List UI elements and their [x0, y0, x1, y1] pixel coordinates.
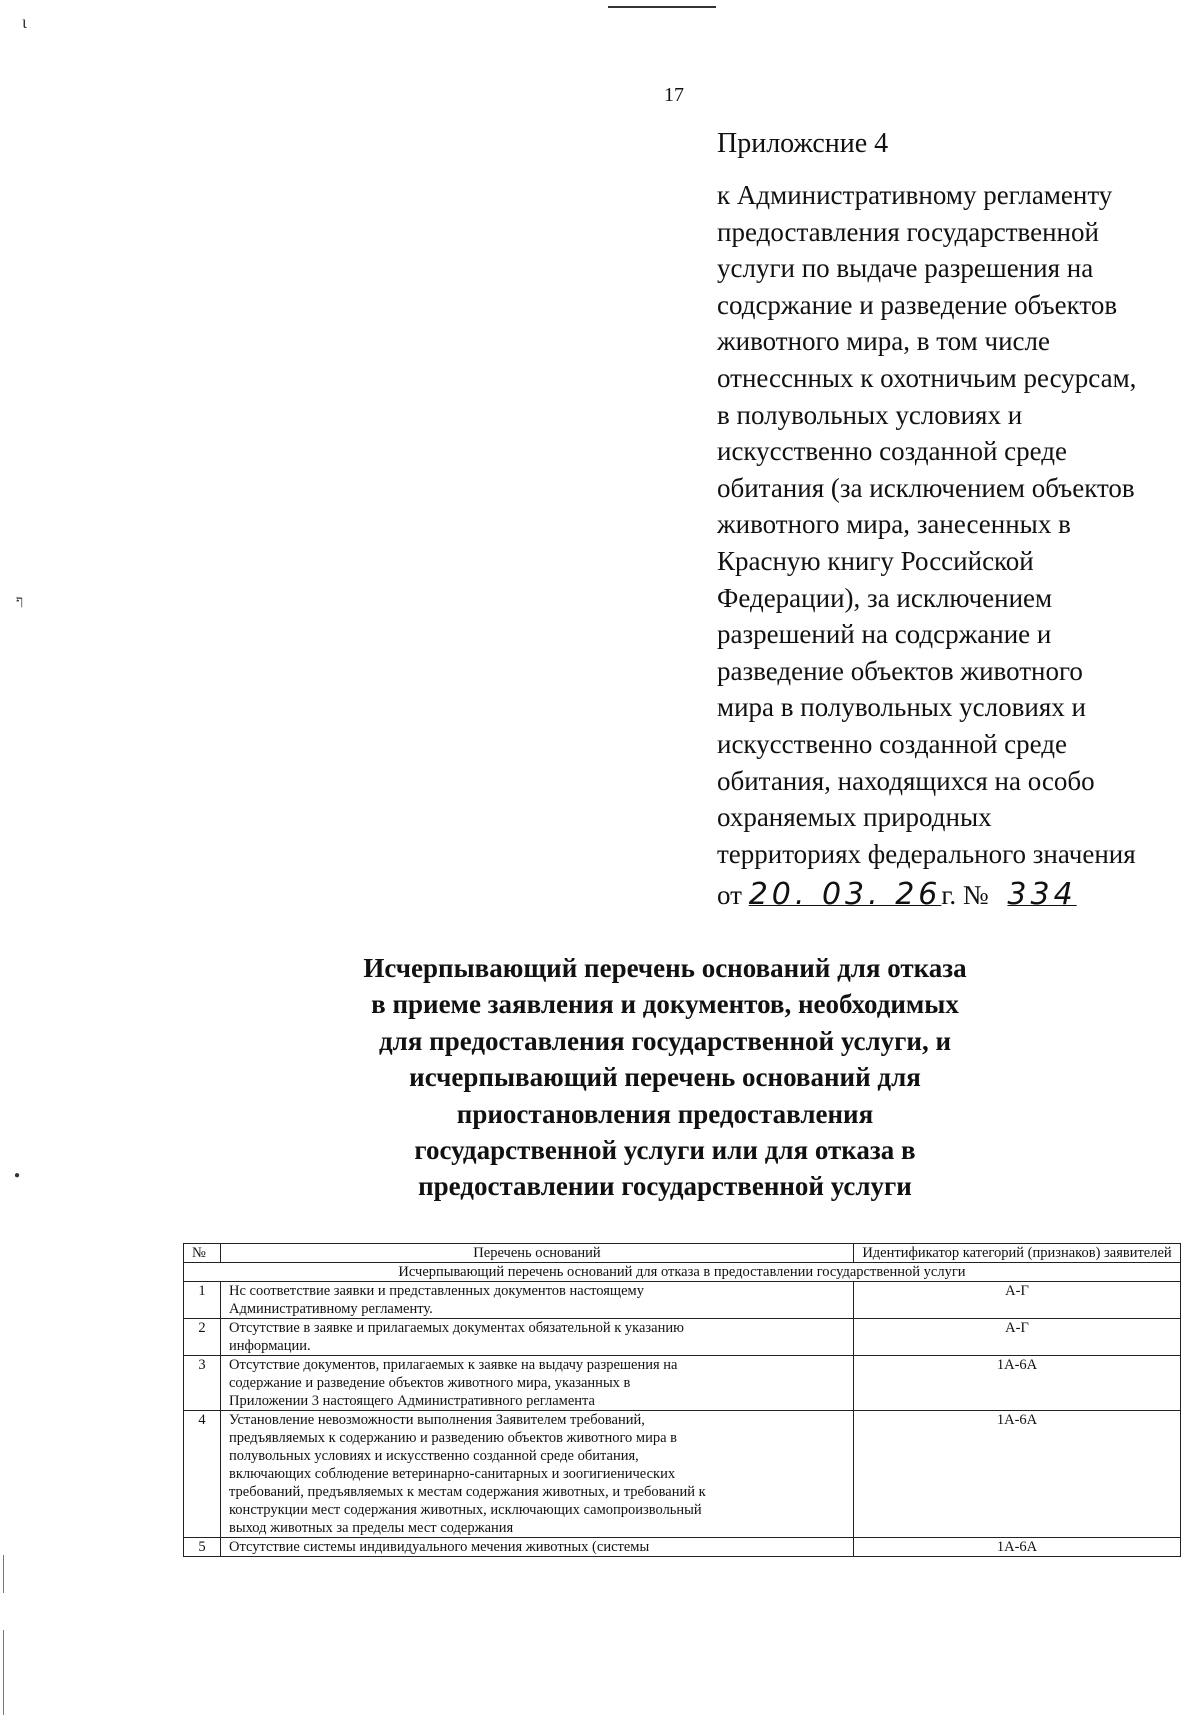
appendix-line: услуги по выдаче разрешения на — [717, 253, 1094, 284]
heading-line: Исчерпывающий перечень оснований для отказа — [363, 953, 967, 983]
row-line: полувольных условиях и искусственно созданной среде обитания, — [229, 1448, 639, 1464]
appendix-caption — [717, 177, 1177, 872]
appendix-line: разрешений на содсржание и — [717, 619, 1052, 650]
appendix-line: в полувольных условиях и — [717, 399, 1023, 430]
table-row — [184, 1411, 1181, 1538]
row-line: требований, предъявляемых к местам содержания животных, и требований к — [229, 1484, 706, 1500]
appendix-line: разведение объектов животного — [717, 655, 1083, 686]
appendix-line: животного мира, занесенных в — [717, 509, 1071, 540]
row-line: Приложении 3 настоящего Административного регламента — [229, 1393, 595, 1409]
row-line: конструкции мест содержания животных, исключающих самопроизвольный — [229, 1502, 702, 1518]
heading-line: исчерпывающий перечень оснований для — [409, 1062, 921, 1093]
table-header-row — [184, 1244, 1181, 1263]
header-grounds: Перечень оснований — [221, 1244, 854, 1263]
appendix-line: Красную книгу Российской — [717, 545, 1034, 576]
date-prefix: от — [717, 880, 742, 910]
grounds-table — [183, 1243, 1181, 1557]
section-title: Исчерпывающий перечень оснований для отказа в предоставлении государственной услуги — [184, 1263, 1181, 1282]
handwritten-number: 334 — [1007, 877, 1077, 912]
row-identifier: А-Г — [854, 1282, 1181, 1319]
handwritten-date: 20. 03. 26 — [748, 877, 942, 912]
row-line: информации. — [229, 1338, 311, 1354]
row-line: Отсутствие системы индивидуального мечения животных (системы — [229, 1539, 650, 1555]
row-text — [221, 1411, 854, 1538]
row-identifier: А-Г — [854, 1319, 1181, 1356]
appendix-line: к Административному регламенту — [717, 180, 1113, 210]
row-line: включающих соблюдение ветеринарно-санитарных и зоогигиенических — [229, 1466, 676, 1482]
row-num: 5 — [184, 1538, 221, 1557]
row-line: Административному регламенту. — [229, 1301, 433, 1317]
appendix-title: Приложсние 4 — [717, 128, 889, 159]
appendix-date-line — [717, 877, 1113, 912]
row-num: 2 — [184, 1319, 221, 1356]
heading-line: для предоставления государственной услуги, и — [378, 1025, 952, 1056]
row-line: Отсутствие документов, прилагаемых к заявке на выдачу разрешения на — [229, 1357, 678, 1373]
appendix-line: животного мира, в том числе — [717, 326, 1050, 357]
table-row — [184, 1538, 1181, 1557]
document-heading — [250, 950, 1080, 1205]
appendix-line: искусственно созданной среде — [717, 728, 1067, 759]
appendix-line: обитания (за исключением объектов — [717, 472, 1135, 503]
row-identifier: 1А-6А — [854, 1538, 1181, 1557]
appendix-line: территориях федерального значения — [717, 838, 1136, 869]
row-text — [221, 1538, 854, 1557]
row-line: Отсутствие в заявке и прилагаемых документах обязательной к указанию — [229, 1320, 684, 1336]
page-number: 17 — [664, 84, 684, 106]
row-text — [221, 1282, 854, 1319]
top-rule — [608, 6, 716, 8]
row-num: 4 — [184, 1411, 221, 1538]
scan-edge-line — [3, 1555, 4, 1593]
date-suffix: г. № — [941, 880, 989, 910]
row-line: Установление невозможности выполнения Заявителем требований, — [229, 1412, 645, 1428]
row-line: предъявляемых к содержанию и разведению объектов животного мира в — [229, 1430, 678, 1446]
appendix-line: искусственно созданной среде — [717, 436, 1067, 467]
row-num: 1 — [184, 1282, 221, 1319]
appendix-line: содсржание и разведение объектов — [717, 289, 1118, 320]
row-identifier: 1А-6А — [854, 1356, 1181, 1411]
scan-speck: ι — [22, 12, 27, 32]
row-identifier: 1А-6А — [854, 1411, 1181, 1538]
appendix-line: отнесснных к охотничьим ресурсам, — [717, 362, 1137, 393]
table-row — [184, 1356, 1181, 1411]
scan-speck: ● — [14, 1170, 21, 1181]
row-line: выход животных за пределы мест содержания — [229, 1520, 514, 1536]
heading-line: в приеме заявления и документов, необходимых — [371, 989, 959, 1020]
row-line: содержание и разведение объектов животного мира, указанных в — [229, 1375, 631, 1391]
row-text — [221, 1319, 854, 1356]
appendix-line: мира в полувольных условиях и — [717, 692, 1086, 723]
appendix-line: обитания, находящихся на особо — [717, 765, 1095, 796]
table-section-row — [184, 1263, 1181, 1282]
row-num: 3 — [184, 1356, 221, 1411]
heading-line: государственной услуги или для отказа в — [414, 1135, 916, 1166]
header-num: № — [184, 1244, 221, 1263]
table-row — [184, 1282, 1181, 1319]
appendix-line: Федерации), за исключением — [717, 582, 1053, 613]
heading-line: предоставлении государственной услуги — [418, 1171, 912, 1202]
table-row — [184, 1319, 1181, 1356]
header-identifier: Идентификатор категорий (признаков) заявителей — [854, 1244, 1181, 1263]
row-text — [221, 1356, 854, 1411]
scan-speck: ף — [16, 594, 24, 609]
scan-edge-line — [3, 1630, 4, 1715]
appendix-line: охраняемых природных — [717, 802, 992, 833]
appendix-line: предоставления государственной — [717, 216, 1099, 247]
row-line: Нс соответствие заявки и представленных документов настоящему — [229, 1283, 644, 1299]
heading-line: приостановления предоставления — [456, 1098, 874, 1129]
